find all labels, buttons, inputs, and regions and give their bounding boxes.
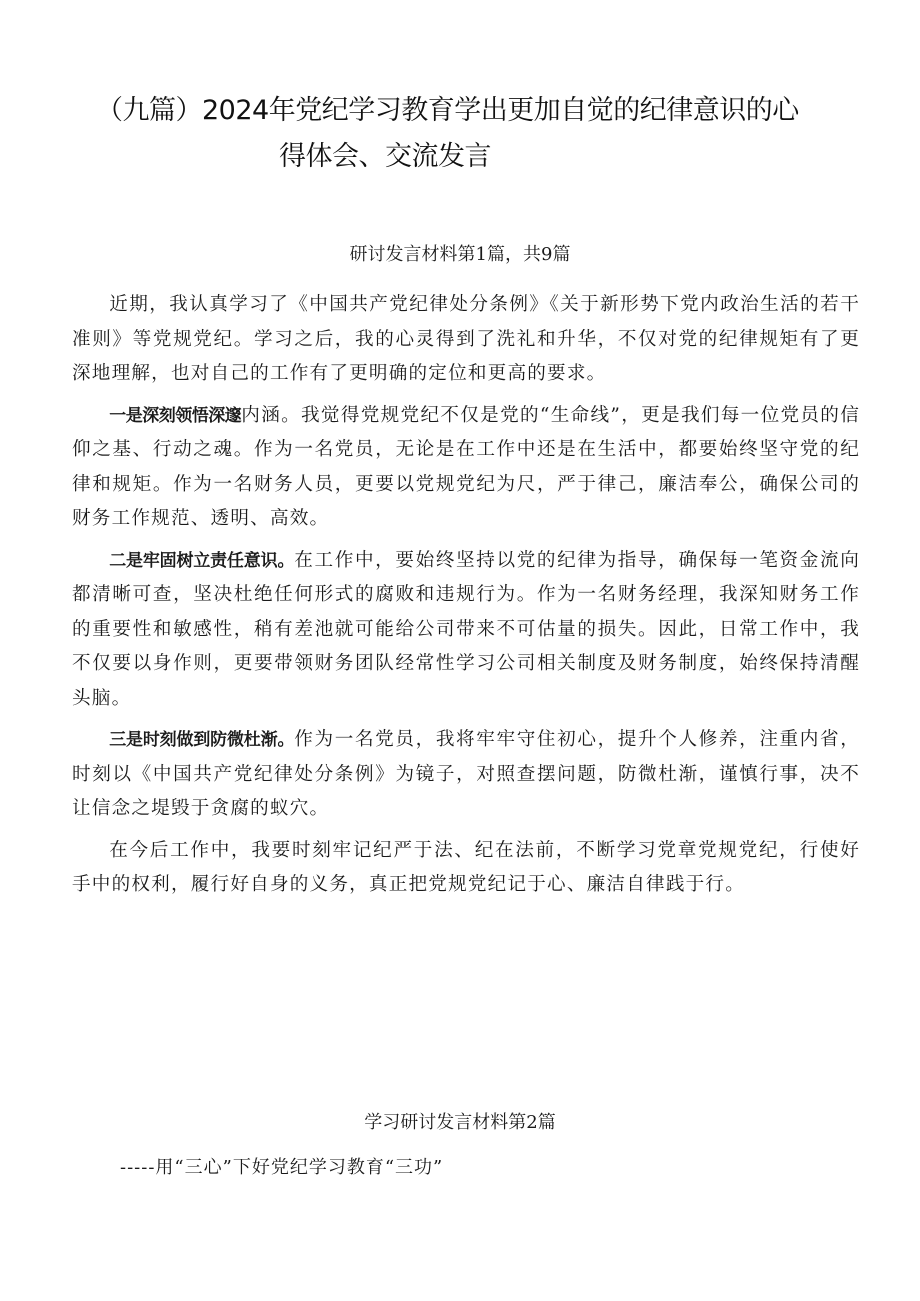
- paragraph-point-3-text: 作为一名党员，我将牢牢守住初心，提升个人修养，注重内省，时刻以《中国共产党纪律处分条例》为镜子，对照查摆问题，防微杜渐，谨慎行事，决不让信念之堤毁于贪腐的蚁穴。: [72, 729, 860, 819]
- paragraph-point-3: [72, 723, 860, 827]
- section-2-subtitle: -----用“三心”下好党纪学习教育“三功”: [120, 1157, 444, 1178]
- section-1-body: [72, 288, 860, 910]
- paragraph-point-2-lead: 二是牢固树立责任意识。: [109, 550, 295, 571]
- paragraph-intro: [72, 288, 860, 392]
- section-2-heading: 学习研讨发言材料第2篇: [364, 1112, 556, 1133]
- paragraph-point-1-lead: 一是深刻领悟深邃: [109, 405, 242, 426]
- paragraph-point-1-text: 内涵。我觉得党规党纪不仅是党的“生命线”，更是我们每一位党员的信仰之基、行动之魂。作为一名党员，无论是在工作中还是在生活中，都要始终坚守党的纪律和规矩。作为一名财务人员，更要以党规党纪为尺，严于律己，廉洁奉公，确保公司的财务工作规范、透明、高效。: [72, 404, 860, 529]
- paragraph-conclusion: [72, 834, 860, 903]
- document-title-line-2: 得体会、交流发言: [279, 141, 491, 172]
- document-title-line-1: （九篇）2024年党纪学习教育学出更加自觉的纪律意识的心: [96, 95, 799, 126]
- paragraph-point-1: [72, 399, 860, 537]
- paragraph-intro-text: 近期，我认真学习了《中国共产党纪律处分条例》《关于新形势下党内政治生活的若干准则》等党规党纪。学习之后，我的心灵得到了洗礼和升华，不仅对党的纪律规矩有了更深地理解，也对自己的工作有了更明确的定位和更高的要求。: [72, 294, 860, 384]
- paragraph-conclusion-text: 在今后工作中，我要时刻牢记纪严于法、纪在法前，不断学习党章党规党纪，行使好手中的权利，履行好自身的义务，真正把党规党纪记于心、廉洁自律践于行。: [72, 839, 860, 895]
- document-title: [96, 88, 886, 180]
- paragraph-point-3-lead: 三是时刻做到防微杜渐。: [109, 730, 295, 750]
- paragraph-point-2-text: 在工作中，要始终坚持以党的纪律为指导，确保每一笔资金流向都清晰可查，坚决杜绝任何形式的腐败和违规行为。作为一名财务经理，我深知财务工作的重要性和敏感性，稍有差池就可能给公司带来不可估量的损失。因此，日常工作中，我不仅要以身作则，更要带领财务团队经常性学习公司相关制度及财务制度，始终保持清醒头脑。: [72, 549, 860, 709]
- paragraph-point-2: [72, 544, 860, 717]
- section-1-heading: 研讨发言材料第1篇，共9篇: [349, 244, 571, 265]
